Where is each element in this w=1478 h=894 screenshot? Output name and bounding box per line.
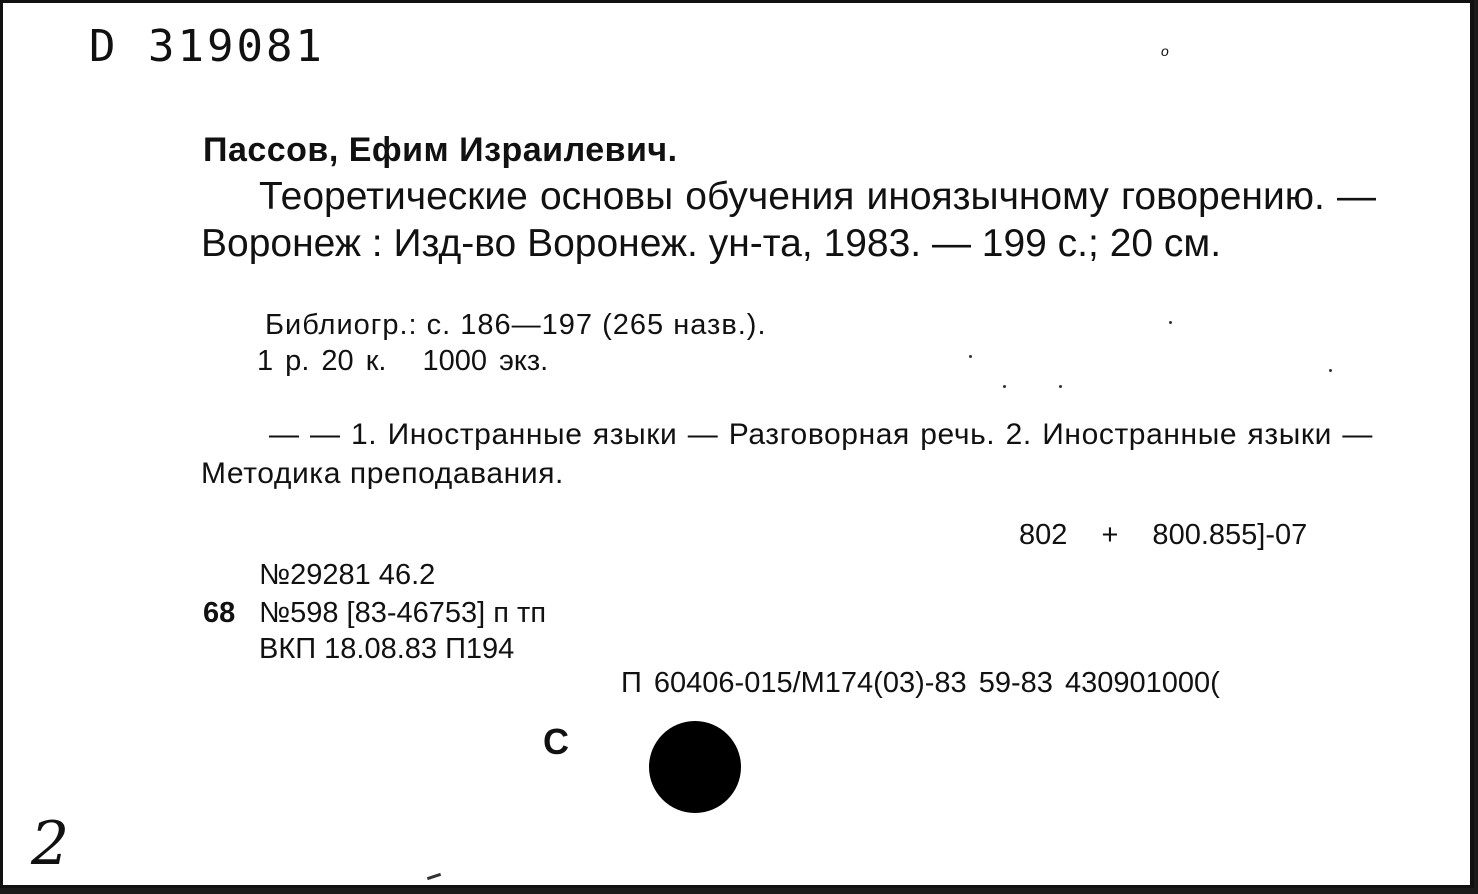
registry-line-2: №598 [83-46753] п тп: [259, 597, 547, 629]
speck: [1003, 385, 1006, 388]
registry-line-1: №29281 46.2: [259, 559, 436, 591]
speck: [1169, 321, 1172, 324]
classification: 802 + 800.855]-07: [1019, 519, 1308, 551]
title-block: Теоретические основы обучения иноязычному говорению. — Воронеж : Изд-во Воронеж. ун-та, 1983. — 199 с.; 20 см.: [201, 175, 1376, 265]
bibliography-note: Библиогр.: с. 186—197 (265 назв.).: [265, 309, 767, 341]
registry-line-2-number: 68: [203, 597, 236, 629]
speck: [1329, 369, 1332, 372]
top-mark: о: [1161, 43, 1169, 59]
speck: [1059, 385, 1062, 388]
subject-headings: — — 1. Иностранные языки — Разговорная речь. 2. Иностранные языки — Методика преподавания.: [201, 418, 1373, 490]
handwritten-mark: 2: [31, 809, 70, 879]
price-line: [257, 345, 548, 378]
speck: [969, 355, 972, 358]
copies: 1000 экз.: [422, 345, 549, 377]
author: Пассов, Ефим Израилевич.: [203, 131, 678, 169]
c-mark: С: [543, 721, 569, 762]
index-code: П 60406-015/М174(03)-83 59-83 430901000(: [621, 667, 1220, 699]
filled-circle-mark: [649, 721, 741, 813]
card-id: D 319081: [89, 21, 325, 72]
registry-line-3: ВКП 18.08.83 П194: [259, 633, 515, 665]
pen-stroke: [427, 873, 441, 880]
price: 1 р. 20 к.: [257, 345, 387, 377]
